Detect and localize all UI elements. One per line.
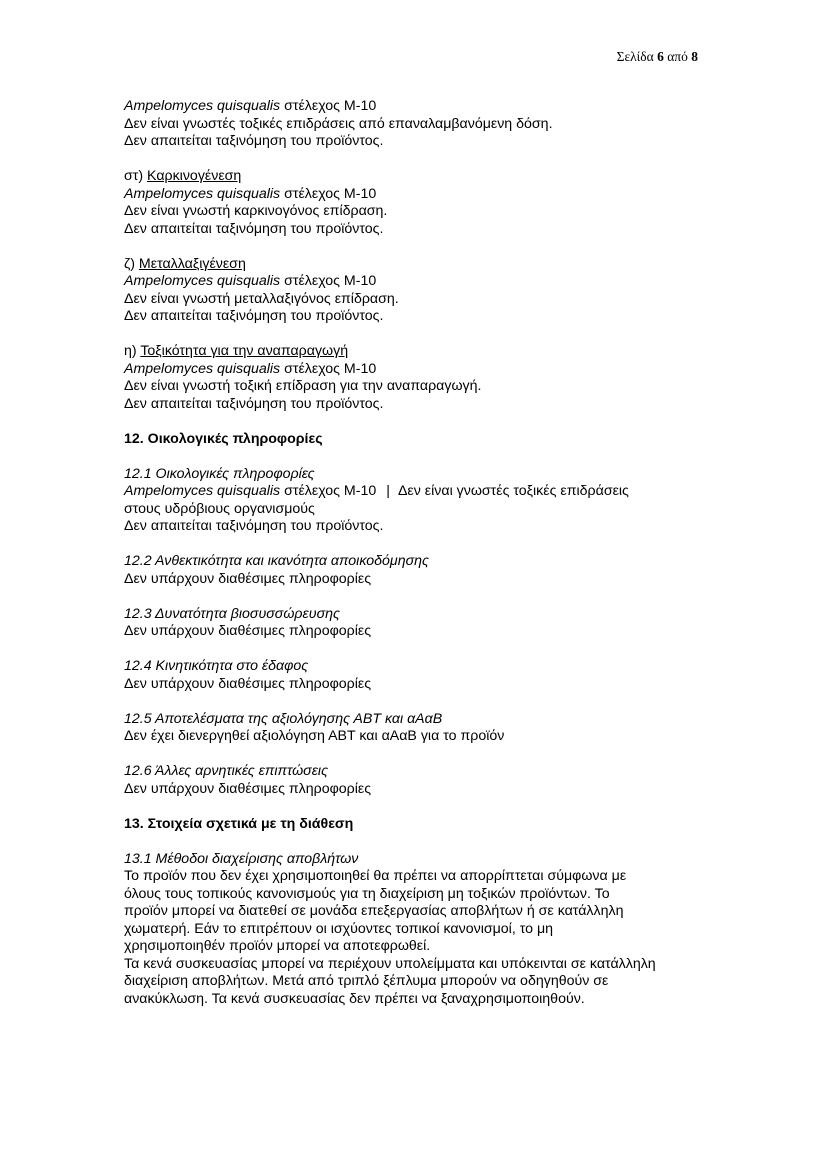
organism-name: Ampelomyces quisqualis (124, 360, 281, 377)
page-of: από (667, 49, 688, 64)
no-info-text: Δεν υπάρχουν διαθέσιμες πληροφορίες (124, 675, 372, 692)
disposal-line: διαχείριση αποβλήτων. Μετά από τριπλό ξέπλυμα μπορούν να οδηγηθούν σε (124, 973, 609, 989)
section-12-title: 12. Οικολογικές πληροφορίες (124, 430, 323, 447)
muta-prefix: ζ) (124, 255, 139, 272)
carcinogenicity-block (124, 168, 714, 238)
classification-note: Δεν απαιτείται ταξινόμηση του προϊόντος. (124, 518, 384, 534)
no-info-text: Δεν υπάρχουν διαθέσιμες πληροφορίες (124, 623, 372, 639)
organism-name: Ampelomyces quisqualis (124, 273, 281, 289)
mutagenicity-block (124, 256, 714, 326)
disposal-line: όλους τους τοπικούς κανονισμούς για τη διαχείριση μη τοξικών προϊόντων. Το (124, 885, 610, 902)
strain-label: στέλεχος M-10 (284, 98, 377, 114)
carc-heading: Καρκινογένεση (147, 168, 242, 184)
section-13-1 (124, 851, 714, 1009)
section-12-5 (124, 711, 714, 746)
subsection-12-3-title: 12.3 Δυνατότητα βιοσυσσώρευσης (124, 605, 340, 622)
repeat-dose-text: Δεν είναι γνωστές τοξικές επιδράσεις από επαναλαμβανόμενη δόση. (124, 115, 553, 132)
strain-label: στέλεχος M-10 (284, 273, 377, 289)
disposal-line: ανακύκλωση. Τα κενά συσκευασίας δεν πρέπει να ξαναχρησιμοποιηθούν. (124, 990, 585, 1007)
muta-text: Δεν είναι γνωστή μεταλλαξιγόνος επίδραση. (124, 290, 399, 307)
section-12-4 (124, 658, 714, 693)
subsection-12-5-title: 12.5 Αποτελέσματα της αξιολόγησης ΑΒΤ και αΑαΒ (124, 710, 443, 727)
classification-note: Δεν απαιτείται ταξινόμηση του προϊόντος. (124, 133, 384, 149)
reproductive-block (124, 343, 714, 413)
document-body (124, 98, 714, 1026)
no-info-text: Δεν υπάρχουν διαθέσιμες πληροφορίες (124, 780, 372, 797)
repro-text: Δεν είναι γνωστή τοξική επίδραση για την αναπαραγωγή. (124, 378, 482, 394)
section-12-6 (124, 763, 714, 798)
disposal-line: Τα κενά συσκευασίας μπορεί να περιέχουν υπολείμματα και υπόκεινται σε κατάλληλη (124, 955, 656, 972)
strain-label: στέλεχος M-10 (284, 360, 377, 377)
pbt-assessment-text: Δεν έχει διενεργηθεί αξιολόγηση ΑΒΤ και αΑαΒ για το προϊόν (124, 728, 505, 744)
disposal-line: χρησιμοποιηθέν προϊόν μπορεί να αποτεφρωθεί. (124, 938, 431, 954)
page-total: 8 (691, 49, 698, 64)
organism-name: Ampelomyces quisqualis (124, 98, 281, 114)
muta-heading: Μεταλλαξιγένεση (138, 255, 246, 272)
carc-text: Δεν είναι γνωστή καρκινογόνος επίδραση. (124, 203, 388, 219)
classification-note: Δεν απαιτείται ταξινόμηση του προϊόντος. (124, 395, 384, 412)
organism-name: Ampelomyces quisqualis (124, 483, 281, 499)
strain-label: στέλεχος M-10 (284, 185, 377, 202)
subsection-12-6-title: 12.6 Άλλες αρνητικές επιπτώσεις (124, 763, 328, 779)
page-current: 6 (657, 49, 664, 64)
repro-heading: Τοξικότητα για την αναπαραγωγή (140, 343, 349, 359)
repro-prefix: η) (124, 343, 141, 359)
subsection-12-4-title: 12.4 Κινητικότητα στο έδαφος (124, 658, 309, 674)
section-12-3 (124, 606, 714, 641)
no-info-text: Δεν υπάρχουν διαθέσιμες πληροφορίες (124, 570, 372, 587)
section-12-2 (124, 553, 714, 588)
column-separator: | (386, 483, 390, 499)
carc-prefix: στ) (124, 168, 148, 184)
subsection-12-1-title: 12.1 Οικολογικές πληροφορίες (124, 465, 315, 482)
organism-name: Ampelomyces quisqualis (124, 185, 281, 202)
disposal-line: Το προϊόν που δεν έχει χρησιμοποιηθεί θα πρέπει να απορρίπτεται σύμφωνα με (124, 868, 627, 884)
section-12-1 (124, 466, 714, 536)
section-13-title: 13. Στοιχεία σχετικά με τη διάθεση (124, 815, 354, 832)
aquatic-tox-text-b: στους υδρόβιους οργανισμούς (124, 500, 315, 517)
classification-note: Δεν απαιτείται ταξινόμηση του προϊόντος. (124, 308, 384, 324)
page-number-header (617, 49, 698, 65)
disposal-line: προϊόν μπορεί να διατεθεί σε μονάδα επεξεργασίας αποβλήτων ή σε κατάλληλη (124, 903, 624, 919)
disposal-line: χωματερή. Εάν το επιτρέπουν οι ισχύοντες τοπικοί κανονισμοί, το μη (124, 920, 554, 937)
aquatic-tox-text-a: Δεν είναι γνωστές τοξικές επιδράσεις (397, 483, 629, 499)
subsection-13-1-title: 13.1 Μέθοδοι διαχείρισης αποβλήτων (124, 850, 359, 867)
subsection-12-2-title: 12.2 Ανθεκτικότητα και ικανότητα αποικοδόμησης (124, 553, 429, 569)
page-prefix: Σελίδα (616, 49, 654, 64)
classification-note: Δεν απαιτείται ταξινόμηση του προϊόντος. (124, 220, 384, 237)
repeat-dose-block (124, 98, 714, 151)
strain-label: στέλεχος M-10 (284, 483, 377, 499)
